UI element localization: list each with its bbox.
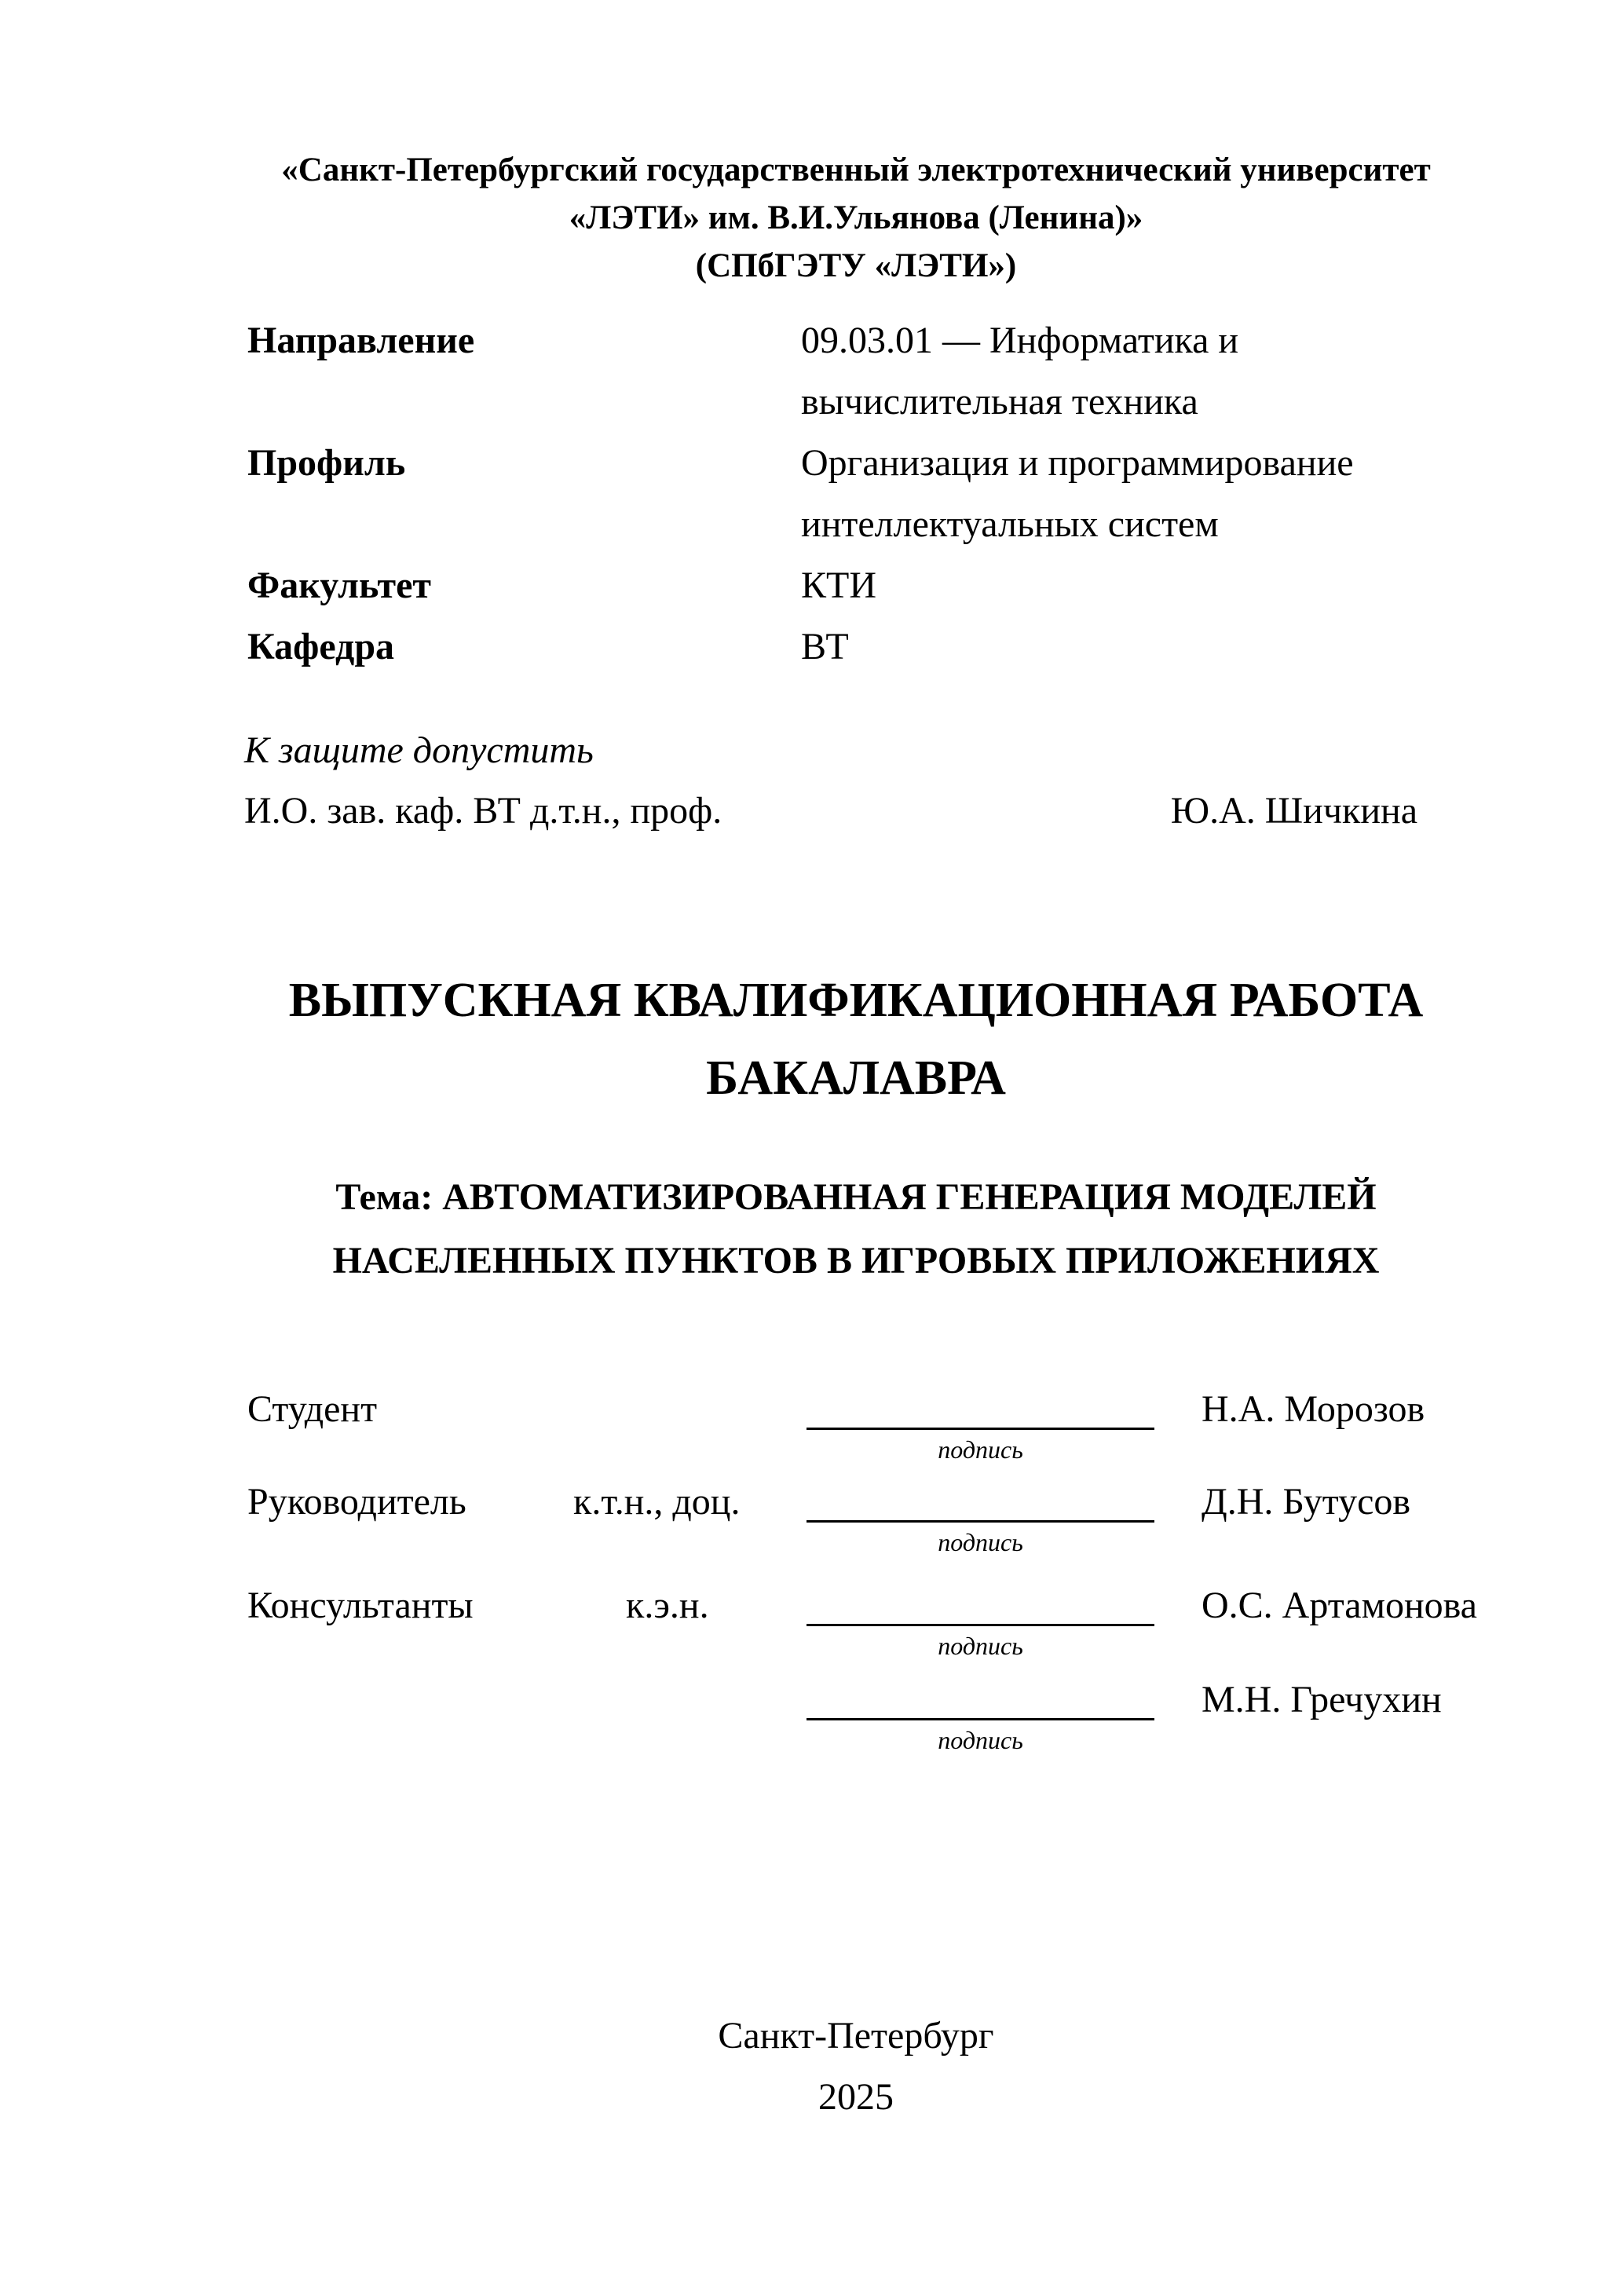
signature-line <box>807 1624 1154 1626</box>
approver-name: Ю.А. Шичкина <box>1170 790 1417 832</box>
admission-block <box>244 720 1465 841</box>
signature-row-consultant-1 <box>247 1583 1477 1689</box>
university-header <box>247 146 1465 290</box>
university-header-line3: (СПбГЭТУ «ЛЭТИ») <box>695 247 1017 284</box>
field-value-faculty: КТИ <box>801 564 876 606</box>
footer-city: Санкт-Петербург <box>718 2015 994 2057</box>
field-value-profile-line1: Организация и программирование <box>801 441 1354 484</box>
signature-caption: подпись <box>938 1435 1023 1464</box>
signature-caption: подпись <box>938 1726 1023 1754</box>
signature-name-consultant-2: М.Н. Гречухин <box>1202 1679 1442 1720</box>
footer-year: 2025 <box>818 2076 894 2118</box>
admission-note: К защите допустить <box>244 729 594 771</box>
signature-line <box>807 1718 1154 1720</box>
signature-line <box>807 1428 1154 1430</box>
signature-role-supervisor: Руководитель <box>247 1481 466 1523</box>
signature-row-supervisor <box>247 1479 1465 1585</box>
approver-title: И.О. зав. каф. ВТ д.т.н., проф. <box>244 790 722 832</box>
signature-row-student <box>247 1387 1465 1493</box>
field-value-direction-line1: 09.03.01 — Информатика и <box>801 319 1239 361</box>
field-value-profile-line2: интеллектуальных систем <box>801 503 1219 545</box>
field-row-direction <box>247 309 1465 371</box>
thesis-theme-line1: Тема: АВТОМАТИЗИРОВАННАЯ ГЕНЕРАЦИЯ МОДЕЛЕЙ <box>335 1176 1377 1218</box>
field-row-faculty <box>247 554 1465 616</box>
signature-caption: подпись <box>938 1528 1023 1556</box>
signature-line <box>807 1520 1154 1523</box>
signature-caption: подпись <box>938 1632 1023 1660</box>
signature-row-consultant-2 <box>247 1677 1465 1783</box>
signature-degree-supervisor: к.т.н., доц. <box>573 1481 741 1523</box>
field-value-department: ВТ <box>801 625 849 667</box>
field-value-direction-line2: вычислительная техника <box>801 380 1198 422</box>
signature-name-supervisor: Д.Н. Бутусов <box>1202 1481 1411 1523</box>
signature-name-consultant-1: О.С. Артамонова <box>1202 1585 1477 1626</box>
field-label-direction: Направление <box>247 319 475 361</box>
city-year-footer <box>247 2005 1465 2128</box>
field-label-faculty: Факультет <box>247 564 431 606</box>
signature-role-consultants: Консультанты <box>247 1585 474 1626</box>
main-title-line1: ВЫПУСКНАЯ КВАЛИФИКАЦИОННАЯ РАБОТА <box>288 974 1424 1027</box>
signature-degree-consultant-1: к.э.н. <box>626 1585 709 1626</box>
thesis-theme-line2: НАСЕЛЕННЫХ ПУНКТОВ В ИГРОВЫХ ПРИЛОЖЕНИЯХ <box>332 1240 1380 1281</box>
thesis-theme <box>247 1165 1465 1292</box>
field-row-department <box>247 616 1465 677</box>
main-title <box>247 962 1465 1117</box>
field-row-direction-cont <box>247 371 1465 432</box>
field-row-profile-cont <box>247 493 1465 554</box>
university-header-line1: «Санкт-Петербургский государственный электротехнический университет <box>281 152 1431 188</box>
field-label-profile: Профиль <box>247 441 406 484</box>
signature-role-student: Студент <box>247 1388 378 1430</box>
main-title-line2: БАКАЛАВРА <box>706 1051 1006 1105</box>
program-fields <box>247 309 1465 677</box>
signature-name-student: Н.А. Морозов <box>1202 1388 1425 1430</box>
university-header-line2: «ЛЭТИ» им. В.И.Ульянова (Ленина)» <box>569 199 1143 236</box>
field-row-profile <box>247 432 1465 493</box>
approver-row <box>244 781 1465 841</box>
field-label-department: Кафедра <box>247 625 395 667</box>
